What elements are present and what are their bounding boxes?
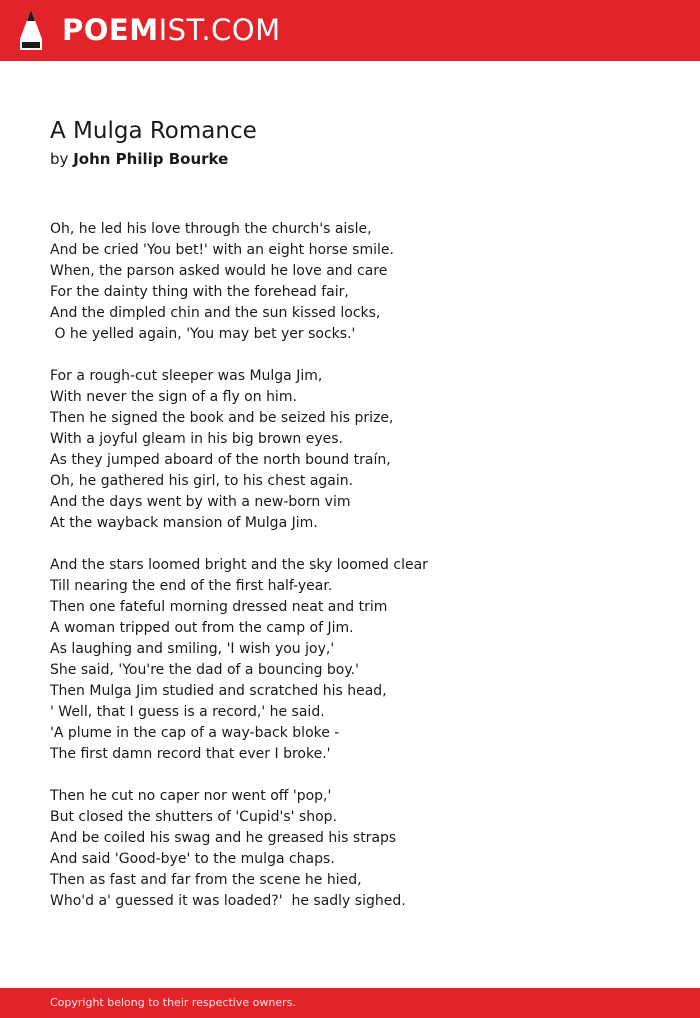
poem-line: Who'd a' guessed it was loaded?' he sadly sighed. [50,893,406,909]
poem-line: 'A plume in the cap of a way-back bloke - [50,725,340,741]
poem-line: As they jumped aboard of the north bound traín, [50,452,391,468]
poem-line: A woman tripped out from the camp of Jim. [50,620,354,636]
poem-line: And be cried 'You bet!' with an eight horse smile. [50,242,394,258]
poem-line: O he yelled again, 'You may bet yer socks.' [50,326,356,342]
poem-line: Then he signed the book and be seized his prize, [50,410,394,426]
poem-body [50,219,670,933]
byline [50,149,228,169]
poem-line: The first damn record that ever I broke.' [50,746,331,762]
poem-line: As laughing and smiling, 'I wish you joy,' [50,641,335,657]
poem-line: At the wayback mansion of Mulga Jim. [50,515,318,531]
poem-line: Then he cut no caper nor went off 'pop,' [50,788,332,804]
poem-line: ' Well, that I guess is a record,' he said. [50,704,325,720]
poem-line: Till nearing the end of the first half-year. [50,578,333,594]
poem-line: With never the sign of a fly on him. [50,389,297,405]
poem-line: For a rough-cut sleeper was Mulga Jim, [50,368,323,384]
pencil-icon [18,9,44,51]
stanza [50,786,670,912]
poem-line: And said 'Good-bye' to the mulga chaps. [50,851,335,867]
poem-line: But closed the shutters of 'Cupid's' shop. [50,809,337,825]
author-name: John Philip Bourke [73,150,229,168]
poem-line: She said, 'You're the dad of a bouncing boy.' [50,662,359,678]
poem-line: Oh, he gathered his girl, to his chest again. [50,473,354,489]
copyright-text: Copyright belong to their respective owners. [50,996,296,1009]
site-header [0,0,700,61]
by-label: by [50,150,69,168]
poem-line: Then one fateful morning dressed neat and trim [50,599,388,615]
poem-line: With a joyful gleam in his big brown eyes. [50,431,343,447]
poem-line: And the days went by with a new-born vim [50,494,351,510]
site-logo[interactable] [62,13,281,47]
poem-line: Then as fast and far from the scene he hied, [50,872,362,888]
stanza [50,555,670,765]
poem-line: Oh, he led his love through the church's aisle, [50,221,372,237]
stanza [50,219,670,345]
poem-line: For the dainty thing with the forehead fair, [50,284,349,300]
stanza [50,366,670,534]
poem-line: And the stars loomed bright and the sky loomed clear [50,557,428,573]
poem-line: Then Mulga Jim studied and scratched his head, [50,683,387,699]
poem-title: A Mulga Romance [50,118,257,144]
poem-line: When, the parson asked would he love and care [50,263,388,279]
logo-light-text: IST.COM [158,13,281,47]
logo-bold-text: POEM [62,13,159,47]
poem-line: And be coiled his swag and he greased his straps [50,830,397,846]
site-footer [0,988,700,1018]
poem-line: And the dimpled chin and the sun kissed locks, [50,305,381,321]
